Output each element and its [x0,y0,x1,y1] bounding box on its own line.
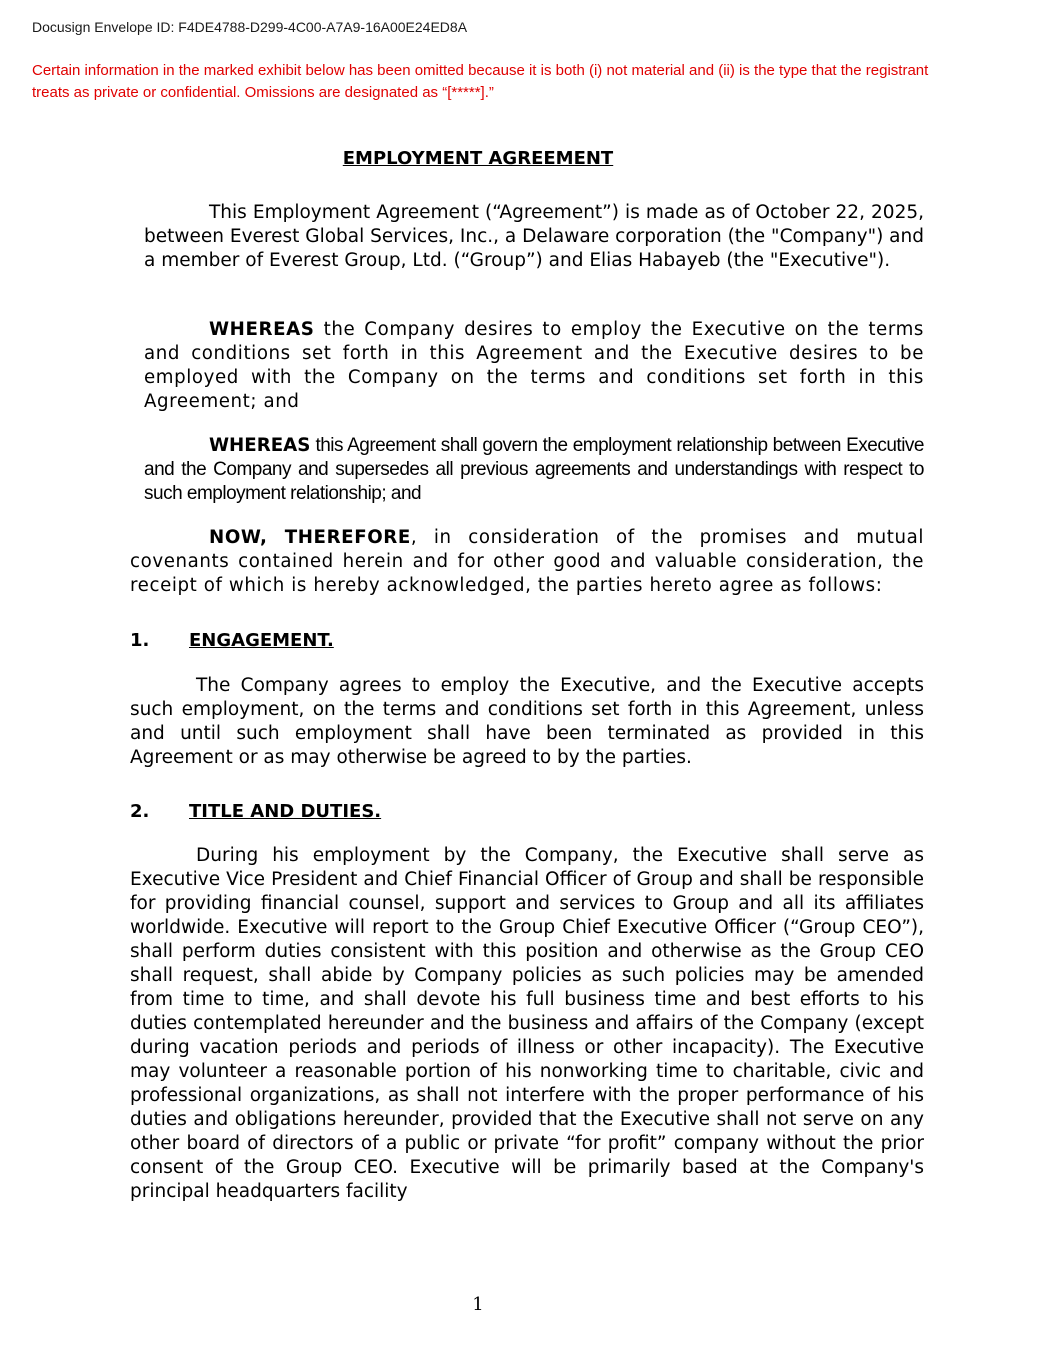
intro-paragraph: This Employment Agreement (“Agreement”) is made as of October 22, 2025, between Everest Global Services, Inc., a Delaware corporation (the "Company") and a member of Everest Group, Ltd. (“Group”) and Elias Habayeb (the "Executive"). [144,202,924,271]
section-body-engagement: The Company agrees to employ the Executive, and the Executive accepts such employment, on the terms and conditions set forth in this Agreement, unless and until such employment shall have been terminated as provided in this Agreement or as may otherwise be agreed to by the parties. [130,675,924,768]
section-title: TITLE AND DUTIES. [189,801,382,822]
section-body-title-duties: During his employment by the Company, the Executive shall serve as Executive Vice President and Chief Financial Officer of Group and shall be responsible for providing financial counsel, support and services to Group and all its affiliates worldwide. Executive will report to the Group Chief Executive Officer (“Group CEO”), shall perform duties consistent with this position and otherwise as the Group CEO shall request, shall abide by Company policies as such policies may be amended from time to time, and shall devote his full business time and best efforts to his duties contemplated hereunder and the business and affairs of the Company (except during vacation periods and periods of illness or other incapacity). The Executive may volunteer a reasonable portion of his nonworking time to charitable, civic and professional organizations, as shall not interfere with the proper performance of his duties and obligations hereunder, provided that the Executive shall not serve on any other board of directors of a public or private “for profit” company without the prior consent of the Group CEO. Executive will be primarily based at the Company's principal headquarters facility [130,845,924,1202]
section-title: ENGAGEMENT. [189,630,334,651]
whereas-paragraph-2 [144,434,924,506]
whereas-text: this Agreement shall govern the employment relationship between Executive and the Company and supersedes all previous agreements and understandings with respect to such employment relationship; and [144,435,924,504]
omission-notice: Certain information in the marked exhibit below has been omitted because it is both (i) not material and (ii) is the type that the registrant treats as private or confidential. Omissions are designated as “[*****].” [32,62,929,101]
whereas-paragraph-1 [144,318,924,414]
section-heading-title-duties [130,801,381,822]
now-therefore-paragraph [130,526,924,598]
whereas-text: the Company desires to employ the Executive on the terms and conditions set forth in this Agreement and the Executive desires to be employed with the Company on the terms and conditions set forth in this Agreement; and [144,319,924,412]
section-number: 2. [130,801,150,822]
document-title: EMPLOYMENT AGREEMENT [342,148,614,169]
now-therefore-keyword: NOW, THEREFORE [209,527,411,548]
section-heading-engagement [130,630,334,651]
whereas-keyword: WHEREAS [209,435,311,456]
docusign-envelope-id: Docusign Envelope ID: F4DE4788-D299-4C00-A7A9-16A00E24ED8A [32,19,468,35]
whereas-keyword: WHEREAS [209,319,315,340]
section-number: 1. [130,630,150,651]
page-number: 1 [472,1294,484,1315]
now-therefore-text: , in consideration of the promises and mutual covenants contained herein and for other good and valuable consideration, the receipt of which is hereby acknowledged, the parties hereto agree as follows: [130,527,924,596]
